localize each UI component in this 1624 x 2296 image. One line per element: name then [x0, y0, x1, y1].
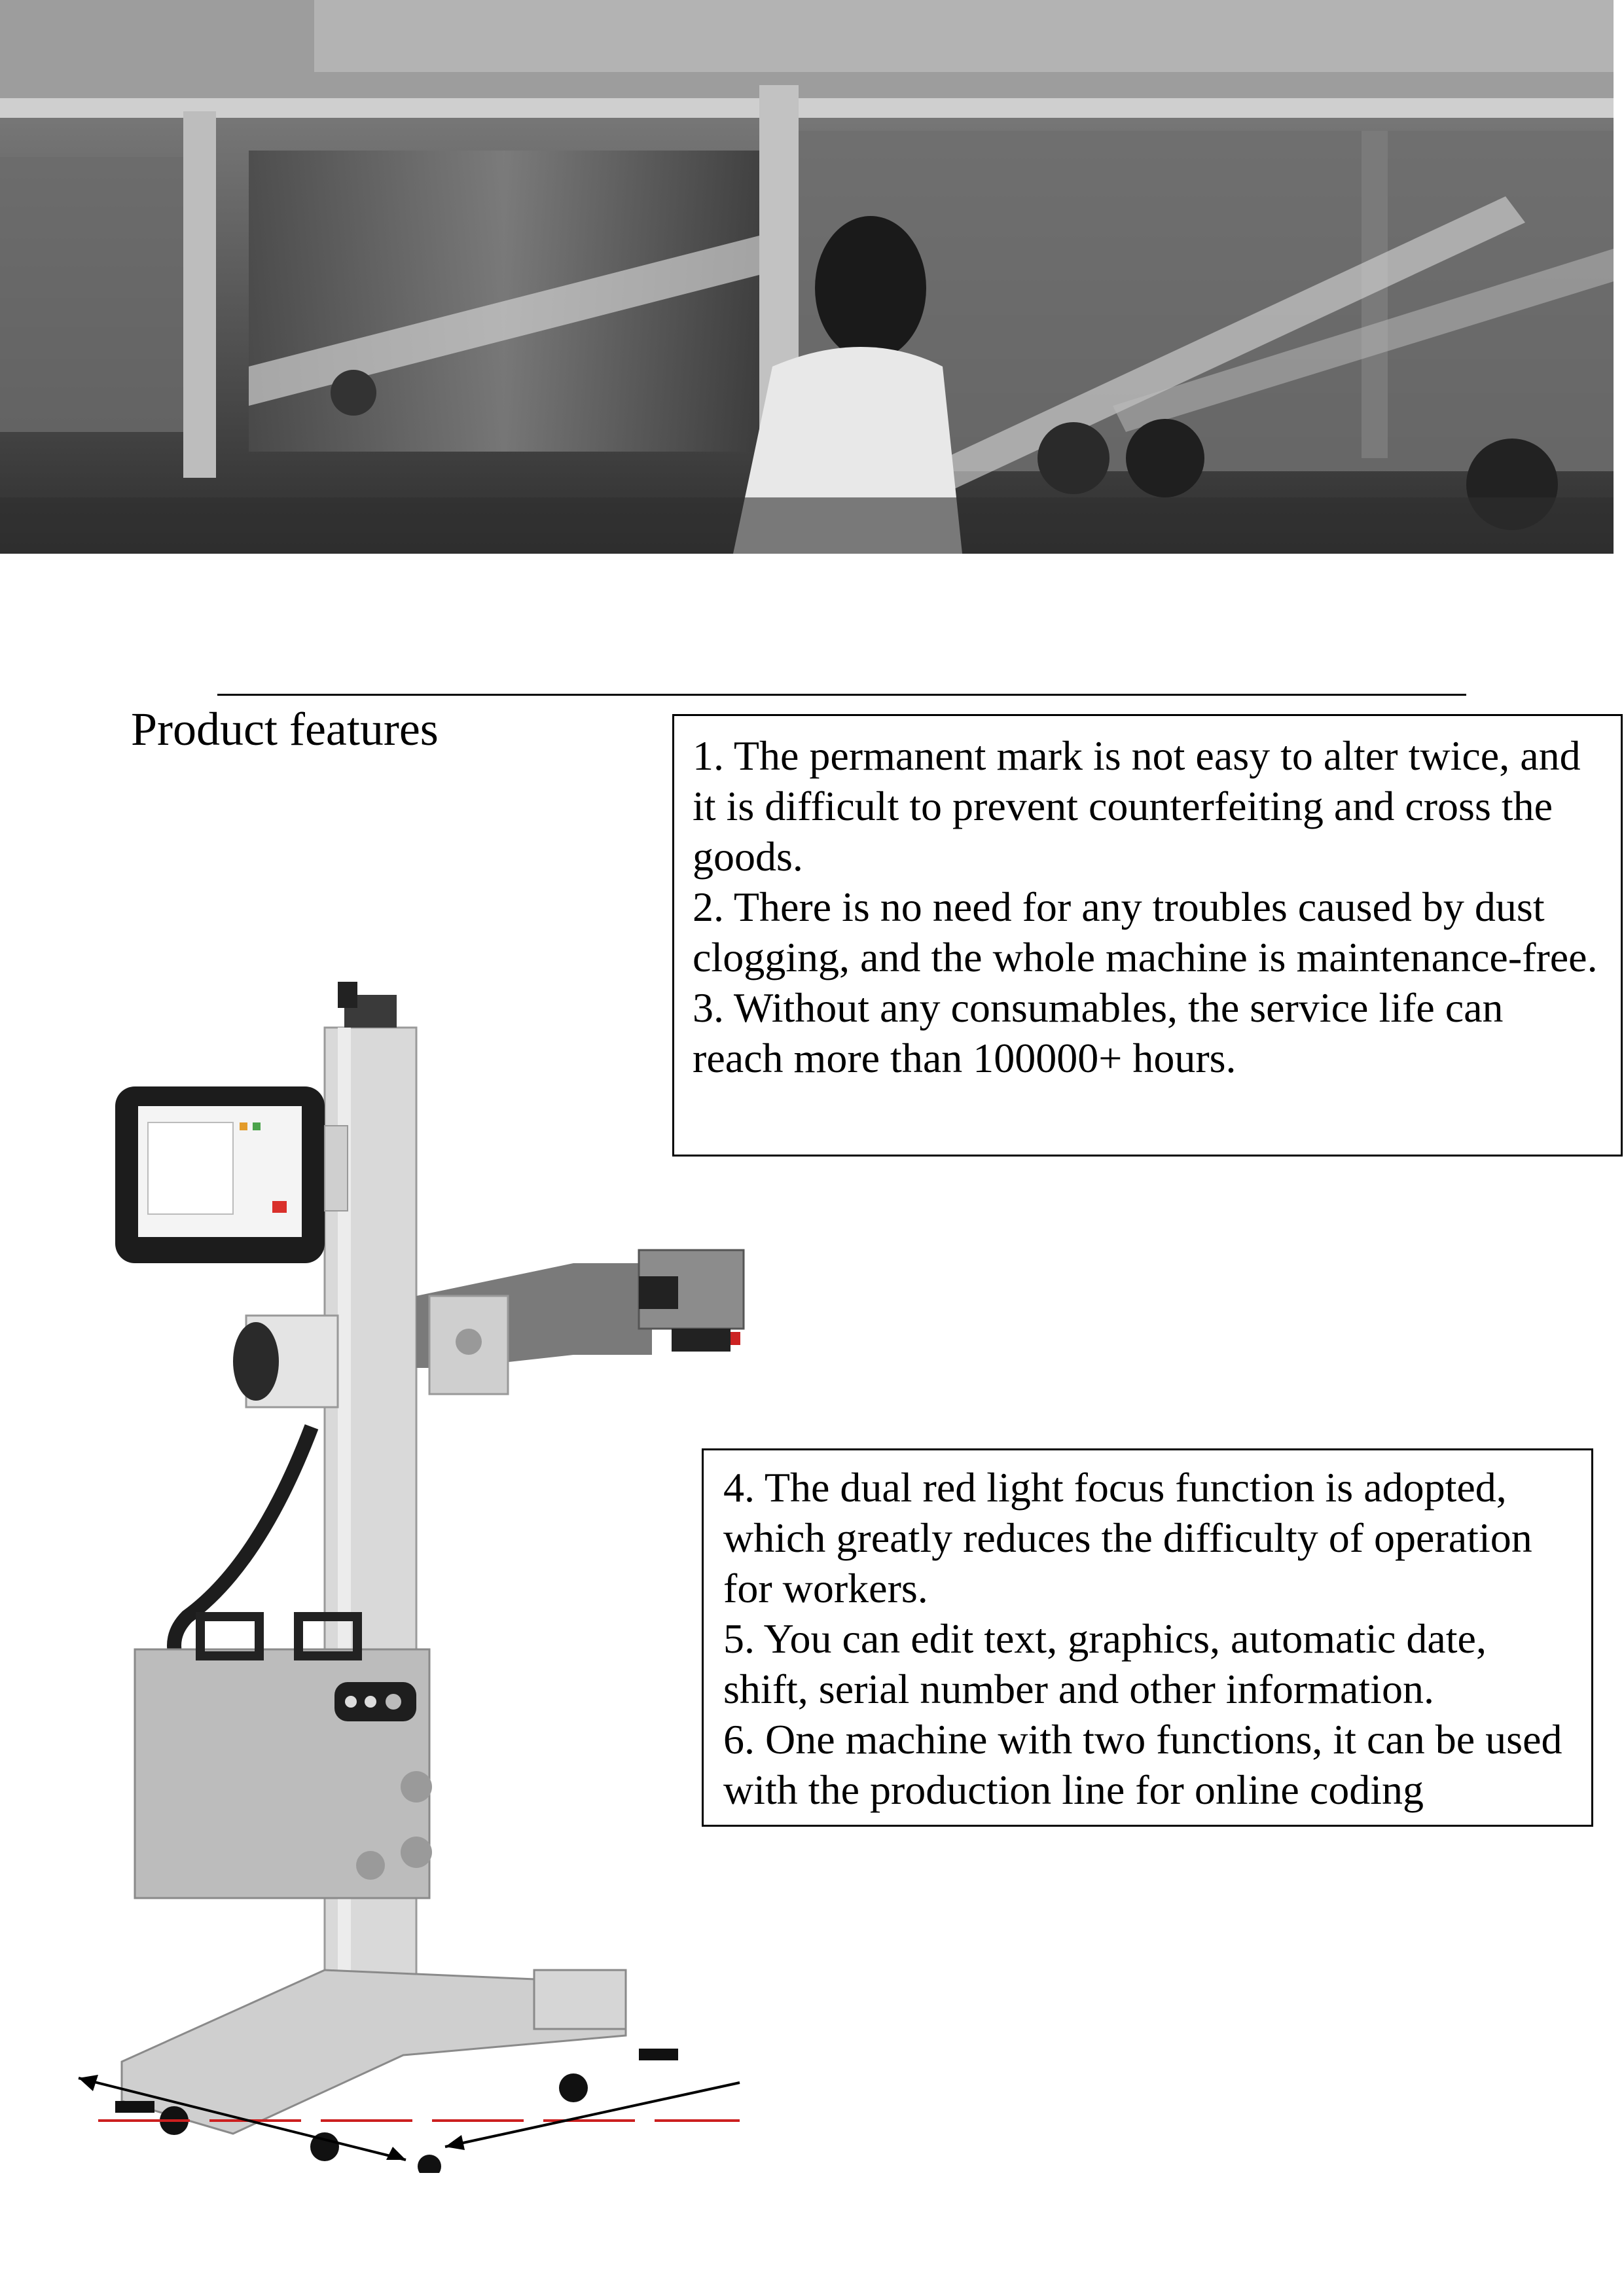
feature-item-3: 3. Without any consumables, the service life can reach more than 100000+ hours. — [693, 984, 1504, 1081]
machine-image — [63, 975, 750, 2173]
feature-item-4: 4. The dual red light focus function is adopted, which greatly reduces the difficulty of operation for workers. — [723, 1464, 1532, 1611]
feature-item-6: 6. One machine with two functions, it can be used with the production line for online coding — [723, 1716, 1562, 1813]
feature-item-1: 1. The permanent mark is not easy to alter twice, and it is difficult to prevent counterfeiting and cross the goods. — [693, 732, 1581, 880]
features-box-1 — [672, 714, 1623, 1157]
factory-banner-image — [0, 0, 1614, 554]
feature-item-2: 2. There is no need for any troubles caused by dust clogging, and the whole machine is maintenance-free. — [693, 884, 1598, 980]
laser-marking-machine-illustration — [63, 975, 750, 2173]
features-box-2 — [702, 1448, 1593, 1827]
factory-photo-illustration — [0, 0, 1614, 554]
feature-item-5: 5. You can edit text, graphics, automatic date, shift, serial number and other information. — [723, 1615, 1487, 1712]
dimension-lines-icon — [65, 2055, 753, 2179]
section-title: Product features — [131, 703, 439, 755]
heading-divider — [217, 694, 1466, 696]
